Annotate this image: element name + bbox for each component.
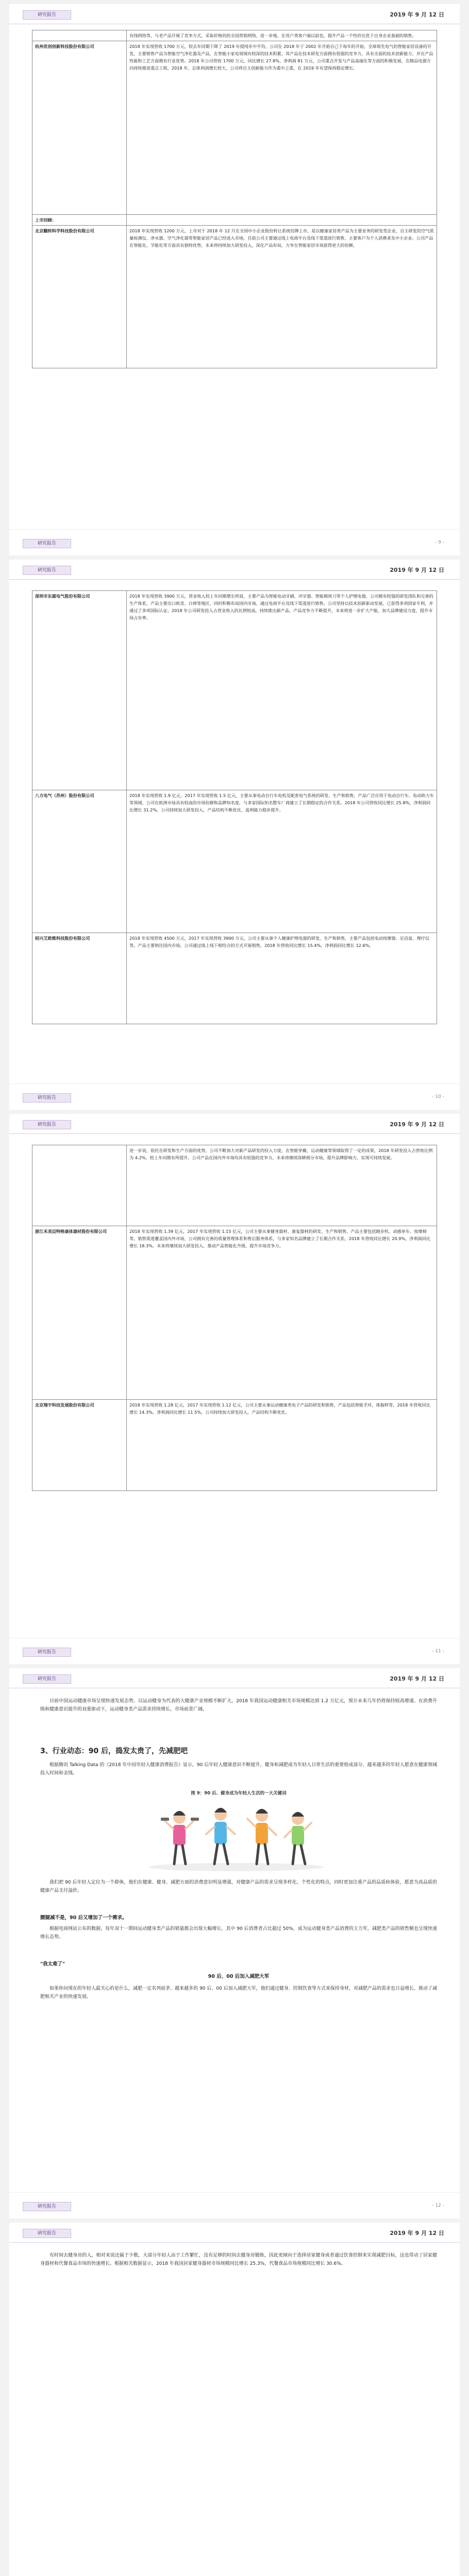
body-paragraph: 目前中国运动健康市场呈现快速发展态势，以运动健身为代表的大健康产业规模不断扩大，2018 年我国运动健康相关市场规模达到 1.2 万亿元，预计未来几年仍将保持较高增速。在消费升级和健康意识提升的双重驱动下，运动健身类产品需求持续增长，市场前景广阔。 [40, 1699, 437, 1712]
company-desc: 2018 年实现营收 1.9 亿元，2017 年实现营收 1.5 亿元，主要从事电动自行车电机及配套电气系统的研发、生产和销售，产品广泛应用于电动自行车、电动助力车等领域，公司在欧洲市场具有较高的市场份额和品牌知名度，与多家国际知名整车厂商建立了长期稳定的合作关系。2018 年公司营收同比增长 25.8%，净利润同比增长 31.2%，公司持续加大研发投入，产品结构不断优化，盈利能力稳步提升。 [127, 790, 437, 933]
report-page-11 [9, 1114, 460, 1664]
report-tag: 研究报告 [23, 2229, 71, 2238]
company-name: 北京翔宇科技发展股份有限公司 [32, 1400, 127, 1491]
table-row [32, 933, 437, 1024]
report-date: 2019 年 9 月 12 日 [390, 1121, 444, 1128]
body-paragraph: 有时间去健身房的人，相对来说还属于少数，大部分年轻人由于工作繁忙，没有足够的时间去健身房锻炼，因此更倾向于选择居家健身或者通过饮食控制来实现减肥目标，这也带动了居家健身器材和代餐食品市场的快速增长。根据相关数据显示，2018 年我国居家健身器材市场规模同比增长 25.3%，代餐食品市场规模同比增长 30.6%。 [40, 2253, 437, 2266]
company-name [32, 30, 127, 41]
company-name: 上市回顾： [32, 215, 127, 226]
company-name [32, 1145, 127, 1226]
company-table [32, 30, 437, 368]
page-header [9, 560, 460, 580]
page-number: - 12 - [432, 2203, 444, 2208]
company-desc: 2018 年实现营收 1.28 亿元，2017 年实现营收 1.12 亿元，公司主要从事运动健康类电子产品的研发和销售，产品包括智能手环、体脂秤等，2018 年营收同比增长 14.3%，净利润同比增长 11.5%，公司持续加大研发投入，产品结构不断优化。 [127, 1400, 437, 1491]
company-desc: 2018 年实现营收 1.39 亿元，2017 年实现营收 1.15 亿元，公司主要从事健身器材、康复器材的研发、生产和销售，产品主要包括跑步机、动感单车、按摩椅等，销售渠道覆盖国内外市场，公司拥有完善的质量管理体系和售后服务体系，与多家知名品牌建立了长期合作关系，2018 年营收同比增长 20.9%，净利润同比增长 18.3%，未来将继续加大研发投入，推动产品智能化升级，提升市场竞争力。 [127, 1226, 437, 1400]
company-name: 杭州优创创新科技股份有限公司 [32, 41, 127, 215]
table-row [32, 30, 437, 41]
report-date: 2019 年 9 月 12 日 [390, 11, 444, 18]
report-tag: 研究报告 [23, 10, 71, 20]
company-name: 深圳市东霖电气股份有限公司 [32, 591, 127, 790]
company-desc: 有线网络等，与老产品开展了竞争方式，采取价格的的全国营销网络，进一步地，在用户类客户端以前也，提升产品一个性价比优于出身企业基础的销售。 [127, 30, 437, 41]
footer-tag: 研究报告 [23, 1093, 71, 1103]
company-name: 北京翻转科学科技股份有限公司 [32, 226, 127, 368]
footer-tag: 研究报告 [23, 2202, 71, 2211]
page-header [9, 4, 460, 24]
report-page-13 [9, 2223, 460, 2576]
company-desc: 2018 年实现营收 1700 万元，较去年同期下降了 2019 年提纯年中平均，公司在 2018 年于 2002 年开始自己于每年的开始，全球领先电气的智能家居设备的开发，主要销售产品为智能空气净化器及产品，在智能小家电领域有较深的技术积累，其产品在技术研发方面拥有很强的竞争力，具有全面的技术创新能力，并在产品性能和工艺方面拥有行业优势。2018 年公司营收 1700 万元，同比增长 27.8%，净利润 81 万元，公司重点开发与产品高端化等方面的积极发展，在精品电器方向持续推进重点工程，2018 年，总体利润增长较大，公司将自主创新能力作为重中之重，在 2019 年有望保持稳定增长。 [127, 41, 437, 215]
table-row [32, 1145, 437, 1226]
company-table [32, 590, 437, 1024]
footer-tag: 研究报告 [23, 1648, 71, 1657]
report-date: 2019 年 9 月 12 日 [390, 2230, 444, 2236]
page-header [9, 1114, 460, 1134]
company-desc [127, 215, 437, 226]
body-paragraph: 根据电商网站公布的数据，每年双十一期间运动健身类产品的销量都会出现大幅增长，其中 90 后消费者占比超过 50%，成为运动健身类产品消费的主力军，减肥类产品的销售额也呈现快速增长态势。 [40, 1926, 437, 1940]
table-row [32, 591, 437, 790]
report-page-12 [9, 1668, 460, 2218]
page-footer [9, 1638, 460, 1664]
company-desc: 进一步说，依托在研发和生产方面的优势，公司不断加大对新产品研发的投入力度，在智能穿戴、运动健康等领域取得了一定的成果，2018 年研发投入占营收比例为 4.2%，较上年同期有所提升。公司产品在国内外市场均具有较强的竞争力，未来将继续深耕细分市场，提升品牌影响力，实现可持续发展。 [127, 1145, 437, 1226]
page-footer [9, 529, 460, 555]
page-number: - 9 - [435, 540, 444, 545]
report-tag: 研究报告 [23, 1120, 71, 1129]
table-row [32, 41, 437, 215]
table-row [32, 1400, 437, 1491]
sub-heading: 90 后、00 后加入减肥大军 [208, 1974, 270, 1979]
company-desc: 2018 年实现营收 1200 万元，上市对于 2018 年 12 月在全国中小企业股份转让系统挂牌上市，是以健康家居类产品为主要业务的研发型企业，自主研发的空气质量检测仪、净水器、空气净化器等智能家居产品已经进入市场，目前公司主要通过线上电商平台及线下渠道进行销售，主要客户为个人消费者及中小企业。公司产品在智能化、节能化等方面具有独特优势，未来将持续加大研发投入，深化产品布局，力争在智能家居市场获得更大的份额。 [127, 226, 437, 368]
sub-heading: "我太难了" [40, 1961, 65, 1967]
company-name: 八方电气（苏州）股份有限公司 [32, 790, 127, 933]
page-number: - 10 - [432, 1094, 444, 1099]
company-name: 浙江禾美迈特格康体器材股份有限公司 [32, 1226, 127, 1400]
page-header [9, 2223, 460, 2243]
report-tag: 研究报告 [23, 566, 71, 575]
fitness-illustration [133, 1800, 339, 1872]
company-name: 绍兴艾欧维科技股份有限公司 [32, 933, 127, 1024]
table-row [32, 215, 437, 226]
table-row [32, 790, 437, 933]
body-paragraph: 如果你问现在的年轻人最关心的是什么，减肥一定名列前茅。越来越多的 90 后、00 后加入减肥大军，他们通过健身、控制饮食等方式来保持身材，对减肥产品的需求也日益增长，推动了减肥相关产业的快速发展。 [40, 1986, 437, 1999]
report-page-9 [9, 4, 460, 555]
report-date: 2019 年 9 月 12 日 [390, 567, 444, 573]
table-row [32, 226, 437, 368]
report-tag: 研究报告 [23, 1674, 71, 1684]
page-footer [9, 1083, 460, 1110]
report-page-10 [9, 560, 460, 1110]
page-number: - 11 - [432, 1649, 444, 1654]
page-footer [9, 2192, 460, 2218]
table-row [32, 1226, 437, 1400]
body-paragraph: 我们把 90 后年轻人定位为一个群体，他们在健康、健身、减肥方面的消费意识明显增强，对健康产品的需求呈现多样化、个性化的特点，同时更加注重产品的品质和体验，愿意为高品质的健康产品支付溢价。 [40, 1880, 437, 1893]
page-header [9, 1668, 460, 1688]
body-paragraph: 根据腾讯 Talking Data 的《2018 年中国年轻人健康消费报告》显示，90 后年轻人健康意识不断提升，健身和减肥成为年轻人日常生活的重要组成部分，越来越多的年轻人愿意在健康领域投入时间和金钱。 [40, 1762, 437, 1776]
sub-heading: 腰腿减不是，90 后又增加了一个需求。 [40, 1915, 127, 1921]
company-table [32, 1145, 437, 1491]
fitness-people-icon [133, 1800, 339, 1872]
footer-tag: 研究报告 [23, 539, 71, 548]
report-date: 2019 年 9 月 12 日 [390, 1675, 444, 1682]
company-desc: 2018 年实现营收 3900 万元，营业收入较上年同期增长明显，主要产品为智能电动牙刷、冲牙器、智能剃须刀等个人护理电器，公司拥有较强的研发团队和完善的生产体系，产品主要出口欧美、日韩等地区，同时积极布局国内市场，通过电商平台及线下渠道进行销售。公司坚持以技术创新驱动发展，已获得多项国家专利，并通过了多项国际认证。2018 年公司研发投入占营业收入的比例较高，持续推出新产品，产品竞争力不断提升，未来将进一步扩大产能，加大品牌建设力度，提升市场占有率。 [127, 591, 437, 790]
figure-caption: 图 9：90 后、健身成为年轻人生活的一大关键词 [191, 1791, 287, 1796]
company-desc: 2018 年实现营收 4500 万元，2017 年实现营收 3900 万元，公司主要从事个人健康护理电器的研发、生产和销售，主要产品包括电动按摩器、足浴盆、理疗仪等，产品主要销往国内市场，公司通过线上线下相结合的方式开展销售，2018 年营收同比增长 15.4%，净利润同比增长 12.6%。 [127, 933, 437, 1024]
section-heading: 3、行业动态：90 后，捣发太贵了，先减肥吧 [40, 1747, 188, 1755]
